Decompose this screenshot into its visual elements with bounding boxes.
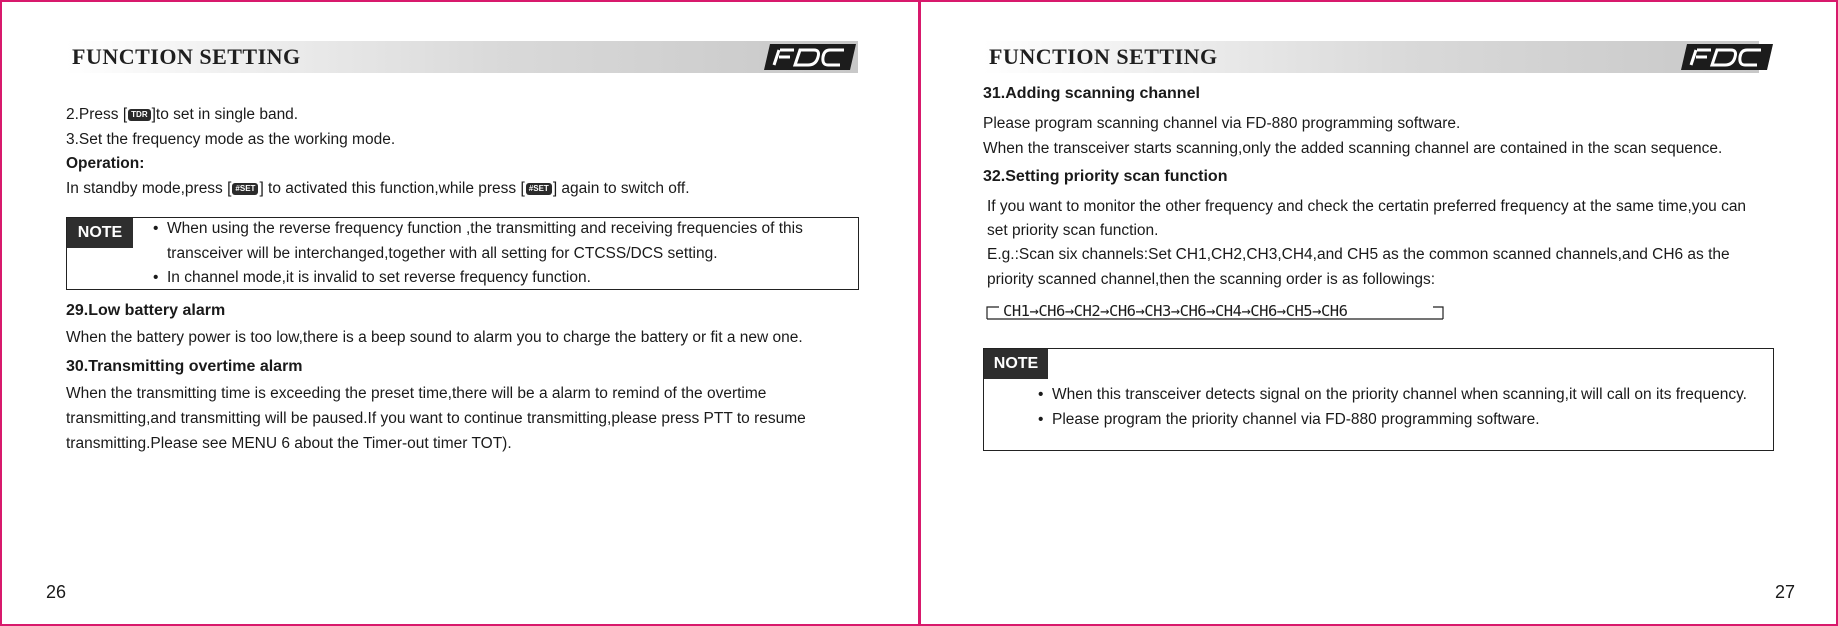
section-text: If you want to monitor the other frequency and check the certatin preferred frequency at the same time,you can: [987, 198, 1747, 215]
note-bullet: • In channel mode,it is invalid to set reverse frequency function.: [153, 269, 591, 286]
page-header-title: FUNCTION SETTING: [72, 44, 301, 69]
note-box: [66, 217, 859, 290]
note-bullet-continuation: transceiver will be interchanged,together with all setting for CTCSS/DCS setting.: [167, 245, 718, 262]
page-number: 27: [1775, 582, 1796, 602]
page-header-bar: [66, 41, 858, 73]
set-key-icon: #SET: [232, 183, 258, 195]
bullet-icon: •: [1038, 411, 1044, 428]
fdc-logo: [762, 42, 858, 72]
section-text: When the battery power is too low,there is a beep sound to alarm you to charge the battery or fit a new one.: [66, 329, 803, 346]
note-bullet: • When this transceiver detects signal on the priority channel when scanning,it will call on its frequency.: [1038, 386, 1747, 403]
section-text: Please program scanning channel via FD-880 programming software.: [983, 115, 1461, 132]
section-heading: 30.Transmitting overtime alarm: [66, 358, 303, 375]
right-page: [919, 0, 1838, 626]
bullet-icon: •: [1038, 386, 1044, 403]
scan-sequence: CH1→CH6→CH2→CH6→CH3→CH6→CH4→CH6→CH5→CH6: [1003, 302, 1348, 320]
fdc-logo: [1679, 42, 1775, 72]
set-key-icon: #SET: [526, 183, 552, 195]
page-header-title: FUNCTION SETTING: [989, 44, 1218, 69]
bullet-icon: •: [153, 269, 159, 286]
operation-heading: Operation:: [66, 155, 145, 172]
section-text: When the transmitting time is exceeding the preset time,there will be a alarm to remind of the overtime: [66, 385, 767, 402]
section-heading: 31.Adding scanning channel: [983, 85, 1200, 102]
section-heading: 32.Setting priority scan function: [983, 168, 1228, 185]
instruction-line: In standby mode,press [ #SET ] to activated this function,while press [ #SET ] again to switch off.: [66, 180, 690, 197]
note-bullet: • Please program the priority channel via FD-880 programming software.: [1038, 411, 1540, 428]
section-text: set priority scan function.: [987, 222, 1159, 239]
section-text: When the transceiver starts scanning,only the added scanning channel are contained in the scan sequence.: [983, 140, 1723, 157]
instruction-line: 2.Press [ TDR ]to set in single band.: [66, 106, 299, 123]
section-text: priority scanned channel,then the scanning order is as followings:: [987, 271, 1436, 288]
bullet-icon: •: [153, 220, 159, 237]
tdr-key-icon: TDR: [128, 109, 150, 121]
note-box: [983, 348, 1774, 451]
section-text: transmitting,and transmitting will be paused.If you want to continue transmitting,please press PTT to resume: [66, 410, 806, 427]
instruction-line: 3.Set the frequency mode as the working mode.: [66, 131, 396, 148]
page-number: 26: [46, 582, 67, 602]
scan-sequence-diagram: [985, 299, 1485, 323]
note-label: NOTE: [67, 218, 133, 248]
note-label: NOTE: [984, 349, 1048, 379]
section-text: transmitting.Please see MENU 6 about the Timer-out timer TOT).: [66, 435, 512, 452]
section-text: E.g.:Scan six channels:Set CH1,CH2,CH3,CH4,and CH5 as the common scanned channels,and CH6 as the: [987, 246, 1730, 263]
section-heading: 29.Low battery alarm: [66, 302, 226, 319]
page-header-bar: [983, 41, 1759, 73]
note-bullet: • When using the reverse frequency function ,the transmitting and receiving frequencies of this: [153, 220, 803, 237]
